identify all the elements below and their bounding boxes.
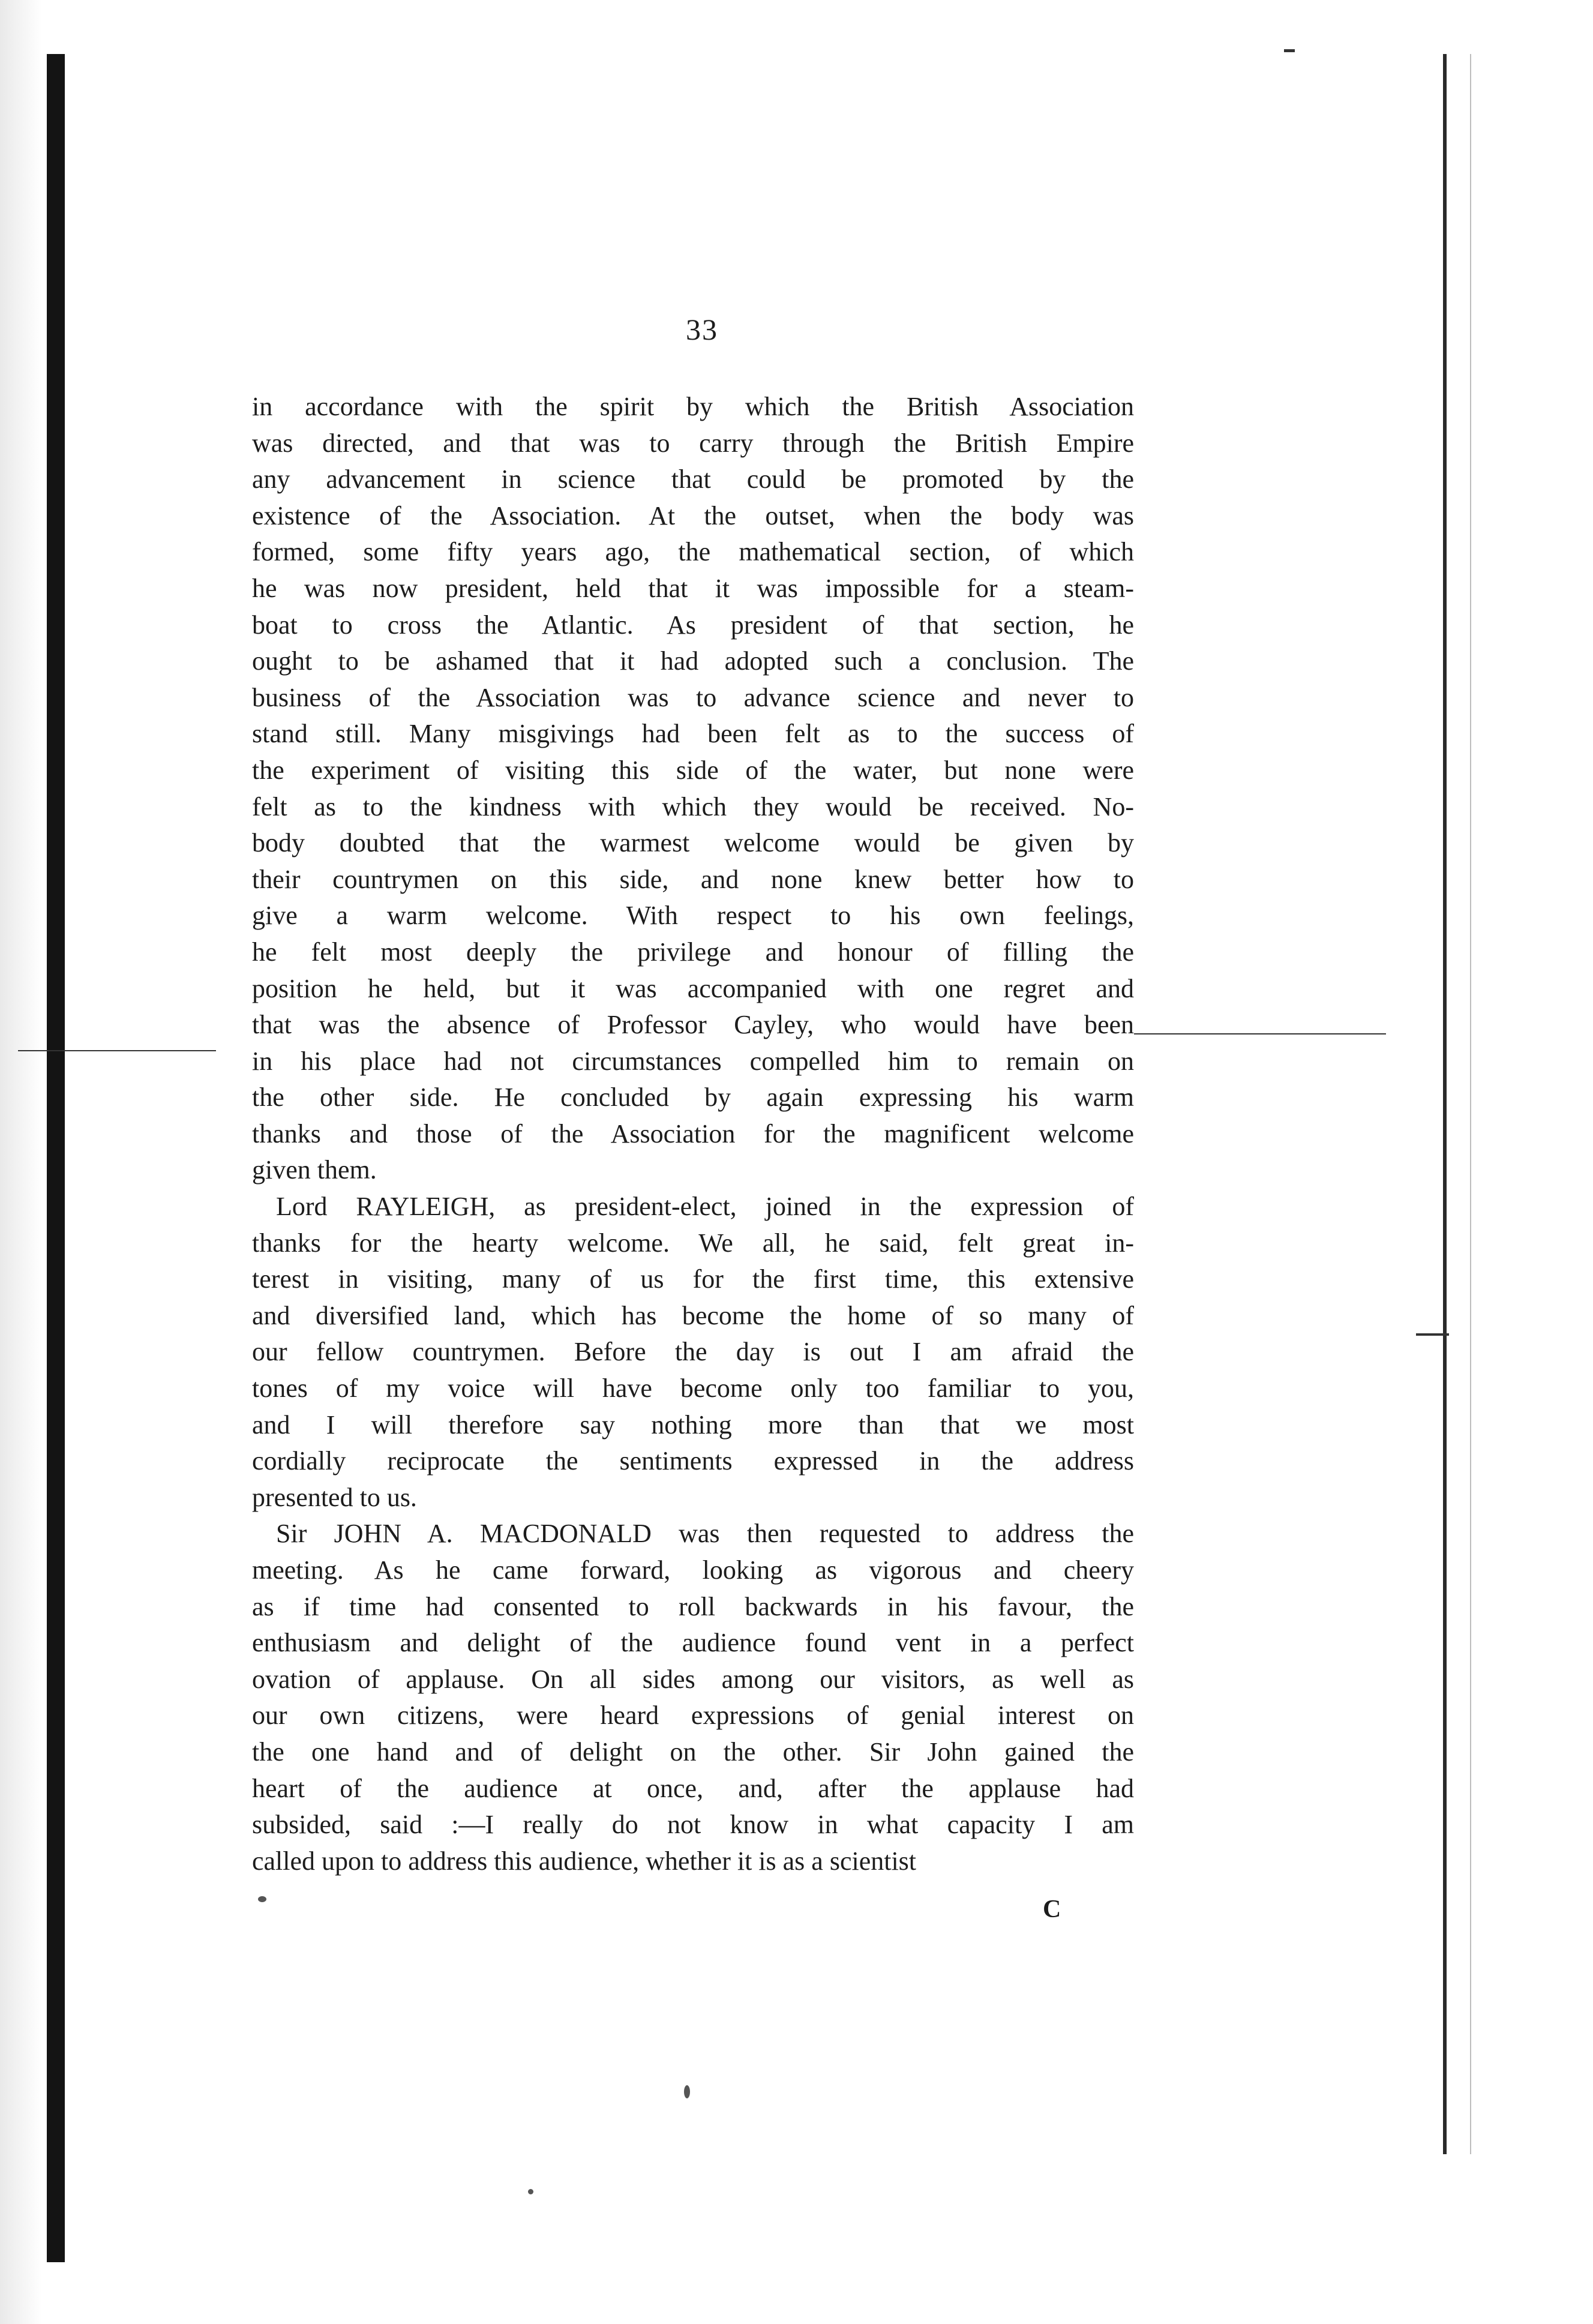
text-line: Lord RAYLEIGH, as president-elect, joined in the expression of [276, 1192, 1134, 1222]
text-line: subsided, said :—I really do not know in what capacity I am [252, 1810, 1134, 1840]
text-line: our own citizens, were heard expressions of genial interest on [252, 1701, 1134, 1731]
text-line: position he held, but it was accompanied with one regret and [252, 973, 1134, 1003]
text-line: any advancement in science that could be promoted by the [252, 464, 1134, 494]
text-line: stand still. Many misgivings had been felt as to the success of [252, 719, 1134, 749]
text-line: boat to cross the Atlantic. As president of that section, he [252, 610, 1134, 640]
right-margin-mark [1134, 1033, 1386, 1034]
text-line: the experiment of visiting this side of the water, but none were [252, 755, 1134, 785]
text-line: tones of my voice will have become only too familiar to you, [252, 1374, 1134, 1404]
text-line: ought to be ashamed that it had adopted such a conclusion. The [252, 646, 1134, 676]
paragraph [252, 1189, 1134, 1516]
text-line: our fellow countrymen. Before the day is out I am afraid the [252, 1337, 1134, 1367]
text-line: meeting. As he came forward, looking as vigorous and cheery [252, 1555, 1134, 1585]
text-line: heart of the audience at once, and, after the applause had [252, 1773, 1134, 1803]
text-line: he was now president, held that it was impossible for a steam- [252, 573, 1134, 603]
stray-mark [258, 1896, 266, 1902]
text-line: Sir JOHN A. MACDONALD was then requested to address the [276, 1519, 1134, 1549]
right-margin-rule [1443, 54, 1447, 2154]
page-edge-shadow [0, 0, 42, 2324]
text-line: body doubted that the warmest welcome would be given by [252, 828, 1134, 858]
text-line: the one hand and of delight on the other. Sir John gained the [252, 1737, 1134, 1767]
text-line: and I will therefore say nothing more than that we most [252, 1410, 1134, 1440]
right-edge-mark [1416, 1333, 1449, 1336]
text-line: as if time had consented to roll backwards in his favour, the [252, 1591, 1134, 1621]
paragraph [252, 1516, 1134, 1879]
text-line: the other side. He concluded by again expressing his warm [252, 1082, 1134, 1112]
text-line: felt as to the kindness with which they would be received. No- [252, 791, 1134, 821]
text-line: called upon to address this audience, whether it is as a scientist [252, 1846, 917, 1876]
stray-mark [684, 2085, 690, 2098]
text-line: in accordance with the spirit by which the British Association [252, 392, 1134, 421]
paragraph [252, 389, 1134, 1189]
stray-mark [528, 2189, 533, 2194]
text-line: he felt most deeply the privilege and honour of filling the [252, 937, 1134, 967]
text-line: terest in visiting, many of us for the first time, this extensive [252, 1264, 1134, 1294]
signature-mark: C [1043, 1896, 1061, 1923]
page-number: 33 [686, 313, 718, 346]
text-line: business of the Association was to advance science and never to [252, 682, 1134, 712]
text-line: cordially reciprocate the sentiments expressed in the address [252, 1446, 1134, 1476]
text-line: formed, some fifty years ago, the mathematical section, of which [252, 537, 1134, 567]
right-margin-rule-faint [1470, 54, 1471, 2154]
text-line: give a warm welcome. With respect to his own feelings, [252, 901, 1134, 931]
text-line: their countrymen on this side, and none knew better how to [252, 864, 1134, 894]
text-line: existence of the Association. At the outset, when the body was [252, 500, 1134, 530]
text-line: presented to us. [252, 1482, 417, 1512]
text-line: was directed, and that was to carry through the British Empire [252, 428, 1134, 458]
top-speck [1284, 49, 1295, 52]
binding-edge [47, 54, 65, 2262]
text-line: thanks and those of the Association for the magnificent welcome [252, 1118, 1134, 1148]
text-line: thanks for the hearty welcome. We all, he said, felt great in- [252, 1228, 1134, 1258]
left-margin-mark [18, 1050, 216, 1051]
text-line: and diversified land, which has become the home of so many of [252, 1300, 1134, 1330]
text-line: enthusiasm and delight of the audience found vent in a perfect [252, 1628, 1134, 1658]
text-line: that was the absence of Professor Cayley, who would have been [252, 1010, 1134, 1040]
text-line: given them. [252, 1155, 377, 1185]
text-line: ovation of applause. On all sides among our visitors, as well as [252, 1664, 1134, 1694]
document-body [252, 389, 1134, 1879]
text-line: in his place had not circumstances compelled him to remain on [252, 1046, 1134, 1076]
